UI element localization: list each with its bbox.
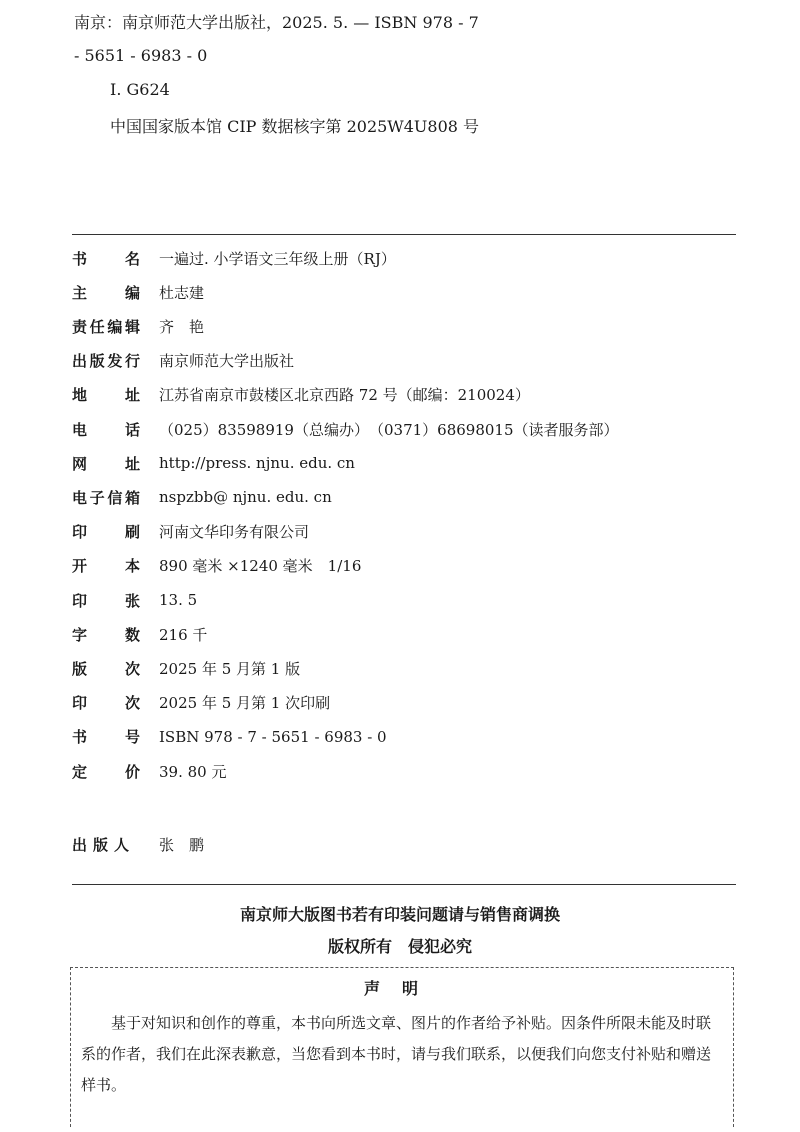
label-char: 出	[72, 352, 88, 371]
top-divider	[72, 234, 736, 235]
label-char: 地	[72, 386, 88, 405]
field-label	[72, 248, 140, 269]
label-char: 子	[89, 488, 105, 507]
field-value: 杜志建	[159, 283, 205, 302]
label-char: 印	[72, 523, 88, 542]
field-value: 2025 年 5 月第 1 版	[159, 659, 301, 678]
label-char: 址	[124, 454, 140, 473]
statement-box	[70, 967, 734, 1127]
label-char: 电	[72, 420, 88, 439]
label-char: 发	[107, 352, 123, 371]
label-char: 版	[89, 352, 105, 371]
field-value: 2025 年 5 月第 1 次印刷	[159, 694, 331, 713]
bottom-divider	[72, 884, 736, 885]
field-value: 河南文华印务有限公司	[159, 523, 310, 542]
label-char: 刷	[124, 523, 140, 542]
info-row	[72, 417, 619, 441]
label-text: 出版人	[72, 835, 136, 854]
info-row	[72, 280, 205, 304]
field-label	[72, 692, 140, 713]
label-char: 次	[124, 694, 140, 713]
label-char: 责	[72, 317, 88, 336]
print-quality-notice: 南京师大版图书若有印装问题请与销售商调换	[239, 905, 560, 924]
info-row	[72, 314, 205, 338]
cip-line-4: 中国国家版本馆 CIP 数据核字第 2025W4U808 号	[110, 117, 480, 136]
label-char: 数	[124, 625, 140, 644]
field-label	[72, 453, 140, 474]
label-char: 号	[124, 728, 140, 747]
label-char: 网	[72, 454, 88, 473]
field-value: 一遍过. 小学语文三年级上册（RJ）	[159, 249, 396, 268]
label-char: 定	[72, 762, 88, 781]
info-row	[72, 622, 208, 646]
label-char: 址	[124, 386, 140, 405]
field-label	[72, 419, 140, 440]
field-label	[72, 624, 140, 645]
label-char: 名	[124, 249, 140, 268]
field-value: ISBN 978 - 7 - 5651 - 6983 - 0	[159, 727, 387, 746]
info-row	[72, 349, 295, 373]
label-char: 主	[72, 283, 88, 302]
field-label	[72, 521, 140, 542]
info-row	[72, 383, 530, 407]
label-char: 版	[72, 659, 88, 678]
field-value: 13. 5	[159, 591, 198, 609]
copyright-notice: 版权所有 侵犯必究	[327, 937, 472, 956]
label-char: 箱	[124, 488, 140, 507]
label-char: 印	[72, 694, 88, 713]
info-row	[72, 588, 198, 612]
label-char: 编	[107, 317, 123, 336]
info-row	[72, 554, 362, 578]
label-char: 本	[124, 557, 140, 576]
field-value: 39. 80 元	[159, 762, 227, 781]
field-label	[72, 555, 140, 576]
field-label	[72, 658, 140, 679]
label-char: 字	[72, 625, 88, 644]
info-row	[72, 246, 396, 270]
field-value: http://press. njnu. edu. cn	[159, 454, 355, 473]
label-char: 信	[107, 488, 123, 507]
cip-line-1: 南京：南京师范大学出版社，2025. 5. — ISBN 978 - 7	[74, 13, 479, 32]
field-value: 南京师范大学出版社	[159, 352, 295, 371]
label-char: 话	[124, 420, 140, 439]
label-char: 价	[124, 762, 140, 781]
field-label	[72, 316, 140, 337]
field-label	[72, 834, 140, 855]
field-label	[72, 384, 140, 405]
cip-line-3: Ⅰ. G624	[110, 80, 170, 99]
field-value: 江苏省南京市鼓楼区北京西路 72 号（邮编：210024）	[159, 386, 530, 405]
label-char: 电	[72, 488, 88, 507]
label-char: 行	[124, 352, 140, 371]
info-row	[72, 691, 331, 715]
publisher-person-row	[72, 832, 205, 856]
field-label	[72, 761, 140, 782]
label-char: 张	[124, 591, 140, 610]
label-char: 书	[72, 728, 88, 747]
info-row	[72, 451, 355, 475]
field-label	[72, 590, 140, 611]
label-char: 次	[124, 659, 140, 678]
label-char: 印	[72, 591, 88, 610]
field-value: nspzbb@ njnu. edu. cn	[159, 488, 332, 507]
field-value: 齐 艳	[159, 317, 205, 336]
label-char: 编	[124, 283, 140, 302]
field-label	[72, 726, 140, 747]
statement-body: 基于对知识和创作的尊重，本书向所选文章、图片的作者给予补贴。因条件所限未能及时联系的作者，我们在此深表歉意，当您看到本书时，请与我们联系，以便我们向您支付补贴和赠送样书。	[81, 1014, 712, 1094]
info-row	[72, 725, 387, 749]
field-label	[72, 487, 140, 508]
field-value: 890 毫米 ×1240 毫米 1/16	[159, 557, 362, 576]
label-char: 辑	[124, 317, 140, 336]
cip-line-2: - 5651 - 6983 - 0	[74, 46, 208, 65]
field-value: 张 鹏	[159, 835, 205, 854]
field-label	[72, 282, 140, 303]
info-row	[72, 520, 310, 544]
field-value: 216 千	[159, 625, 208, 644]
statement-title: 声明	[363, 979, 440, 998]
label-char: 开	[72, 557, 88, 576]
field-label	[72, 350, 140, 371]
label-char: 书	[72, 249, 88, 268]
info-row	[72, 485, 332, 509]
field-value: （025）83598919（总编办） （0371）68698015（读者服务部）	[159, 420, 619, 439]
label-char: 任	[89, 317, 105, 336]
info-row	[72, 656, 301, 680]
info-row	[72, 759, 227, 783]
